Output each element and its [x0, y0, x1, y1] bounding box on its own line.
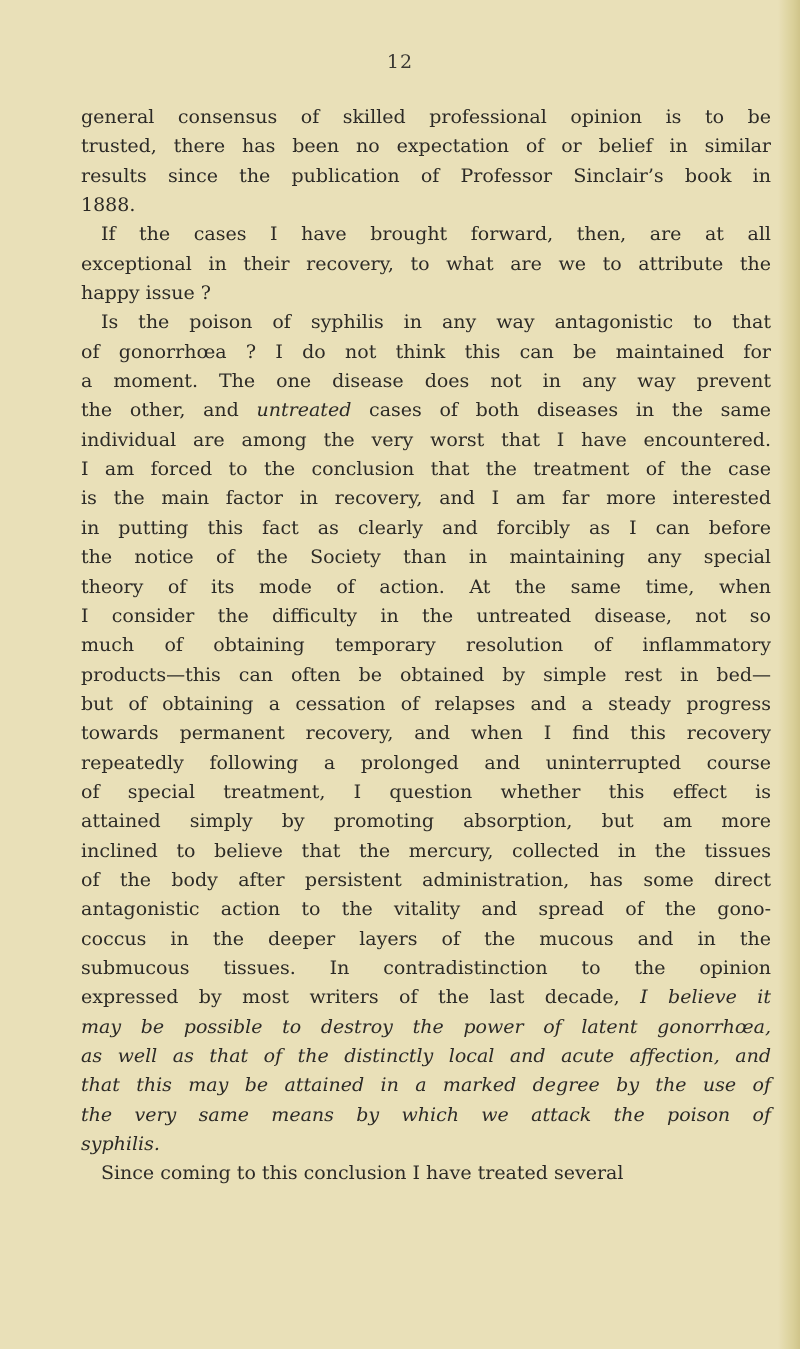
text-line: results since the publication of Professor Sinclair’s book in — [81, 164, 771, 187]
italic-text-run: untreated — [256, 399, 352, 422]
text-line: individual are among the very worst that I have encountered. — [81, 428, 771, 451]
text-line: general consensus of skilled professional opinion is to be — [81, 106, 771, 128]
text-line: 1888. — [81, 194, 136, 217]
text-line — [81, 396, 771, 425]
page-edge-shadow — [778, 0, 800, 1349]
italic-text-line: may be possible to destroy the power of latent gonorrhœa, — [81, 1015, 771, 1038]
italic-text-line: syphilis. — [81, 1133, 160, 1156]
text-line: the notice of the Society than in maintaining any special — [81, 546, 771, 569]
text-line: of the body after persistent administration, has some direct — [81, 868, 771, 891]
text-line: antagonistic action to the vitality and spread of the gono- — [81, 898, 771, 921]
text-line: repeatedly following a prolonged and uninterrupted course — [81, 751, 771, 774]
text-line: attained simply by promoting absorption, but am more — [81, 810, 771, 833]
text-line: coccus in the deeper layers of the mucous and in the — [81, 927, 771, 950]
page-number: 12 — [386, 51, 414, 73]
text-run: expressed by most writers of the last decade, — [81, 986, 641, 1009]
paragraph-4 — [81, 1159, 771, 1188]
text-line — [81, 983, 771, 1012]
text-line: exceptional in their recovery, to what are we to attribute the — [81, 252, 771, 275]
text-line: Is the poison of syphilis in any way antagonistic to that — [100, 311, 771, 334]
text-line: Since coming to this conclusion I have treated several — [100, 1162, 624, 1185]
italic-text-run: I believe it — [640, 986, 771, 1009]
text-run: the other, and — [81, 399, 257, 422]
text-line: happy issue ? — [81, 282, 211, 305]
text-line: inclined to believe that the mercury, collected in the tissues — [81, 839, 771, 862]
text-run: cases of both diseases in the same — [351, 399, 771, 422]
paragraph-2 — [81, 220, 771, 308]
text-line: submucous tissues. In contradistinction to the opinion — [81, 956, 771, 979]
text-line: of gonorrhœa ? I do not think this can be maintained for — [81, 340, 771, 363]
italic-text-line: the very same means by which we attack the poison of — [81, 1103, 771, 1126]
italic-text-line: that this may be attained in a marked degree by the use of — [81, 1074, 771, 1097]
italic-text-line: as well as that of the distinctly local and acute affection, and — [81, 1045, 771, 1067]
text-line: I consider the difficulty in the untreated disease, not so — [81, 604, 771, 627]
paragraph-1 — [81, 103, 771, 220]
text-line: towards permanent recovery, and when I find this recovery — [81, 722, 771, 745]
text-line: of special treatment, I question whether this effect is — [81, 780, 771, 803]
text-line: trusted, there has been no expectation of or belief in similar — [81, 135, 771, 158]
text-line: a moment. The one disease does not in any way prevent — [81, 370, 771, 393]
text-line: much of obtaining temporary resolution of inflammatory — [81, 634, 771, 657]
paragraph-3 — [81, 308, 771, 1159]
text-line: If the cases I have brought forward, then, are at all — [100, 223, 771, 246]
text-line: is the main factor in recovery, and I am far more interested — [81, 487, 771, 510]
text-line: in putting this fact as clearly and forcibly as I can before — [81, 516, 771, 539]
text-line: but of obtaining a cessation of relapses and a steady progress — [81, 692, 771, 715]
text-line: theory of its mode of action. At the same time, when — [81, 575, 771, 598]
text-line: I am forced to the conclusion that the treatment of the case — [81, 458, 771, 481]
text-line: products—this can often be obtained by simple rest in bed— — [81, 663, 771, 686]
body-text — [81, 103, 771, 1189]
